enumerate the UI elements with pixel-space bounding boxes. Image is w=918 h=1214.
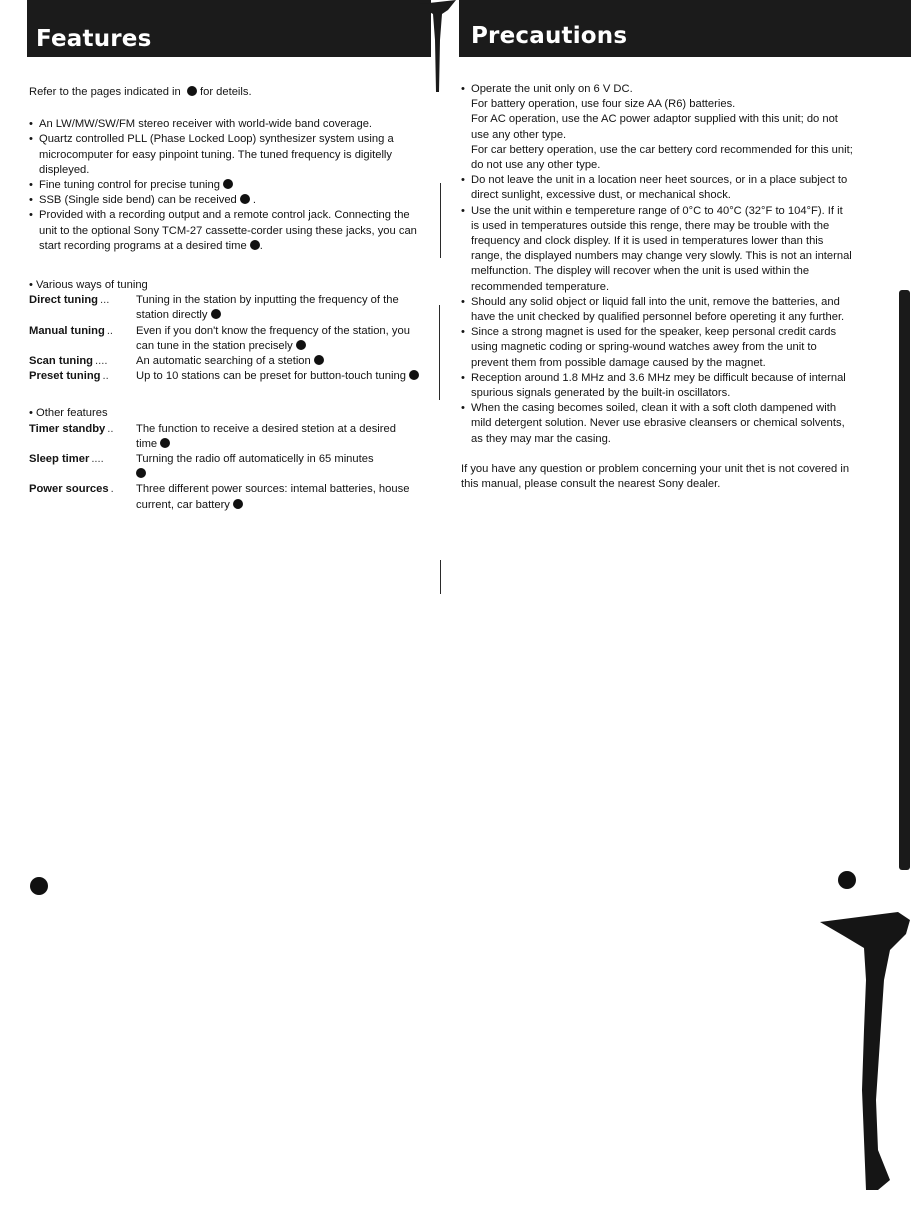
definition-text: The function to receive a desired stetion at a desired time xyxy=(136,422,396,450)
page-reference-dot-icon xyxy=(314,355,324,365)
precautions-banner xyxy=(459,0,911,57)
features-bullet-list xyxy=(29,117,419,254)
list-item: • Provided with a recording output and a remote control jack. Connecting the unit to the optional Sony TCM-27 cassette-corder using these jacks, you can start recording programs at a desired time . xyxy=(29,209,417,252)
definition-text: Tuning in the station by inputting the frequency of the station directly xyxy=(136,294,399,322)
term-direct-tuning: Direct tuning xyxy=(29,294,98,307)
other-features-definition-list xyxy=(29,422,419,513)
list-item: • SSB (Single side bend) can be received . xyxy=(29,194,256,207)
page-reference-dot-icon xyxy=(223,179,233,189)
precautions-column xyxy=(461,82,853,503)
list-item: • Do not leave the unit in a location neer heet sources, or in a place subject to direct sunlight, excessive dust, or mechanical shock. xyxy=(461,174,848,202)
list-item: • Reception around 1.8 MHz and 3.6 MHz mey be difficult because of internal spurious signals generated by the built-in oscillators. xyxy=(461,371,846,400)
features-banner xyxy=(27,0,431,57)
definition-row: Power sources . Three different power sources: intemal batteries, house current, car battery xyxy=(29,482,419,512)
gutter-line xyxy=(440,560,441,594)
definition-text: Up to 10 stations can be preset for button-touch tuning xyxy=(136,369,419,384)
definition-text: An automatic searching of a stetion xyxy=(136,354,419,369)
term-timer-standby: Timer standby xyxy=(29,422,106,435)
other-features-label: • Other features xyxy=(29,407,108,420)
definition-row: Manual tuning .. Even if you don't know the frequency of the station, you can tune in the station precisely xyxy=(29,324,419,354)
list-item: • When the casing becomes soiled, clean it with a soft cloth dampened with mild detergent solution. Never use ebrasive cleansers or chemical solvents, as they may mar the casing. xyxy=(461,402,845,445)
features-intro: Refer to the pages indicated in for deteils. xyxy=(29,86,252,98)
features-column xyxy=(29,85,419,513)
page-reference-dot-icon xyxy=(250,240,260,250)
page-reference-dot-icon xyxy=(409,370,419,380)
term-preset-tuning: Preset tuning xyxy=(29,370,101,383)
definition-text: Three different power sources: intemal batteries, house current, car battery xyxy=(136,483,410,511)
term-sleep-timer: Sleep timer xyxy=(29,453,90,466)
list-item: • Fine tuning control for precise tuning xyxy=(29,178,419,193)
definition-row: Direct tuning ... Tuning in the station by inputting the frequency of the station directly xyxy=(29,293,419,323)
list-item: • Use the unit within e tempereture range of 0°C to 40°C (32°F to 104°F). If it is used in temperatures outside this renge, there may be trouble with the frequency and clock displey. If it is used in temperatures lower than this range, the displayed numbers may change very slowly. This is not an internal melfunction. The displey will recover when the unit is used within the recommended temperature. xyxy=(461,204,852,293)
definition-row: Timer standby .. The function to receive a desired stetion at a desired time xyxy=(29,422,419,452)
term-scan-tuning: Scan tuning xyxy=(29,355,94,368)
page-reference-dot-icon xyxy=(211,309,221,319)
page-edge-shadow xyxy=(899,290,910,870)
definition-row: Preset tuning .. Up to 10 stations can be preset for button-touch tuning xyxy=(29,369,419,384)
page-reference-dot-icon xyxy=(187,86,197,96)
gutter-line xyxy=(440,183,441,258)
term-power-sources: Power sources xyxy=(29,483,109,496)
tuning-definition-list xyxy=(29,293,419,384)
list-item: • Should any solid object or liquid fall into the unit, remove the batteries, and have the unit checked by qualified personnel before opereting it any further. xyxy=(461,295,845,324)
list-item: • Since a strong magnet is used for the speaker, keep personal credit cards using magnetic coding or spring-wound watches awey from the unit to prevent them from possible damage caused by the magnet. xyxy=(461,326,837,369)
features-heading: Features xyxy=(36,26,152,52)
definition-text: Turning the radio off automaticelly in 65 minutes xyxy=(136,452,419,482)
page-reference-dot-icon xyxy=(160,438,170,448)
definition-row: Sleep timer .... Turning the radio off automaticelly in 65 minutes xyxy=(29,452,419,482)
precautions-heading: Precautions xyxy=(471,23,628,49)
list-item: • Operate the unit only on 6 V DC. For battery operation, use four size AA (R6) batteries. For AC operation, use the AC power adaptor supplied with this unit; do not use any other type. For car bettery operation, use the car bettery cord recommended for this unit; do not use any other type. xyxy=(461,83,853,172)
precautions-bullet-list xyxy=(461,82,853,447)
page-number-circle-icon xyxy=(838,871,856,889)
binding-edge-mark xyxy=(780,890,918,1190)
term-manual-tuning: Manual tuning xyxy=(29,324,105,337)
list-item: • An LW/MW/SW/FM stereo receiver with world-wide band coverage. xyxy=(29,118,373,131)
gutter-line xyxy=(439,305,440,400)
binding-notch-mark xyxy=(418,0,458,92)
page-reference-dot-icon xyxy=(240,194,250,204)
tuning-section-label: • Various ways of tuning xyxy=(29,279,148,292)
page-reference-dot-icon xyxy=(296,340,306,350)
list-item: • Quartz controlled PLL (Phase Locked Loop) synthesizer system using a microcomputer for easy pinpoint tuning. The tuned frequency is digitelly displeyed. xyxy=(29,133,394,176)
definition-text: Even if you don't know the frequency of the station, you can tune in the station precisely xyxy=(136,324,410,352)
definition-row: Scan tuning .... An automatic searching of a stetion xyxy=(29,354,419,369)
closing-note: If you have any question or problem concerning your unit thet is not covered in this manual, please consult the nearest Sony dealer. xyxy=(461,462,850,491)
page-reference-dot-icon xyxy=(136,468,146,478)
page-number-circle-icon xyxy=(30,877,48,895)
page-reference-dot-icon xyxy=(233,499,243,509)
